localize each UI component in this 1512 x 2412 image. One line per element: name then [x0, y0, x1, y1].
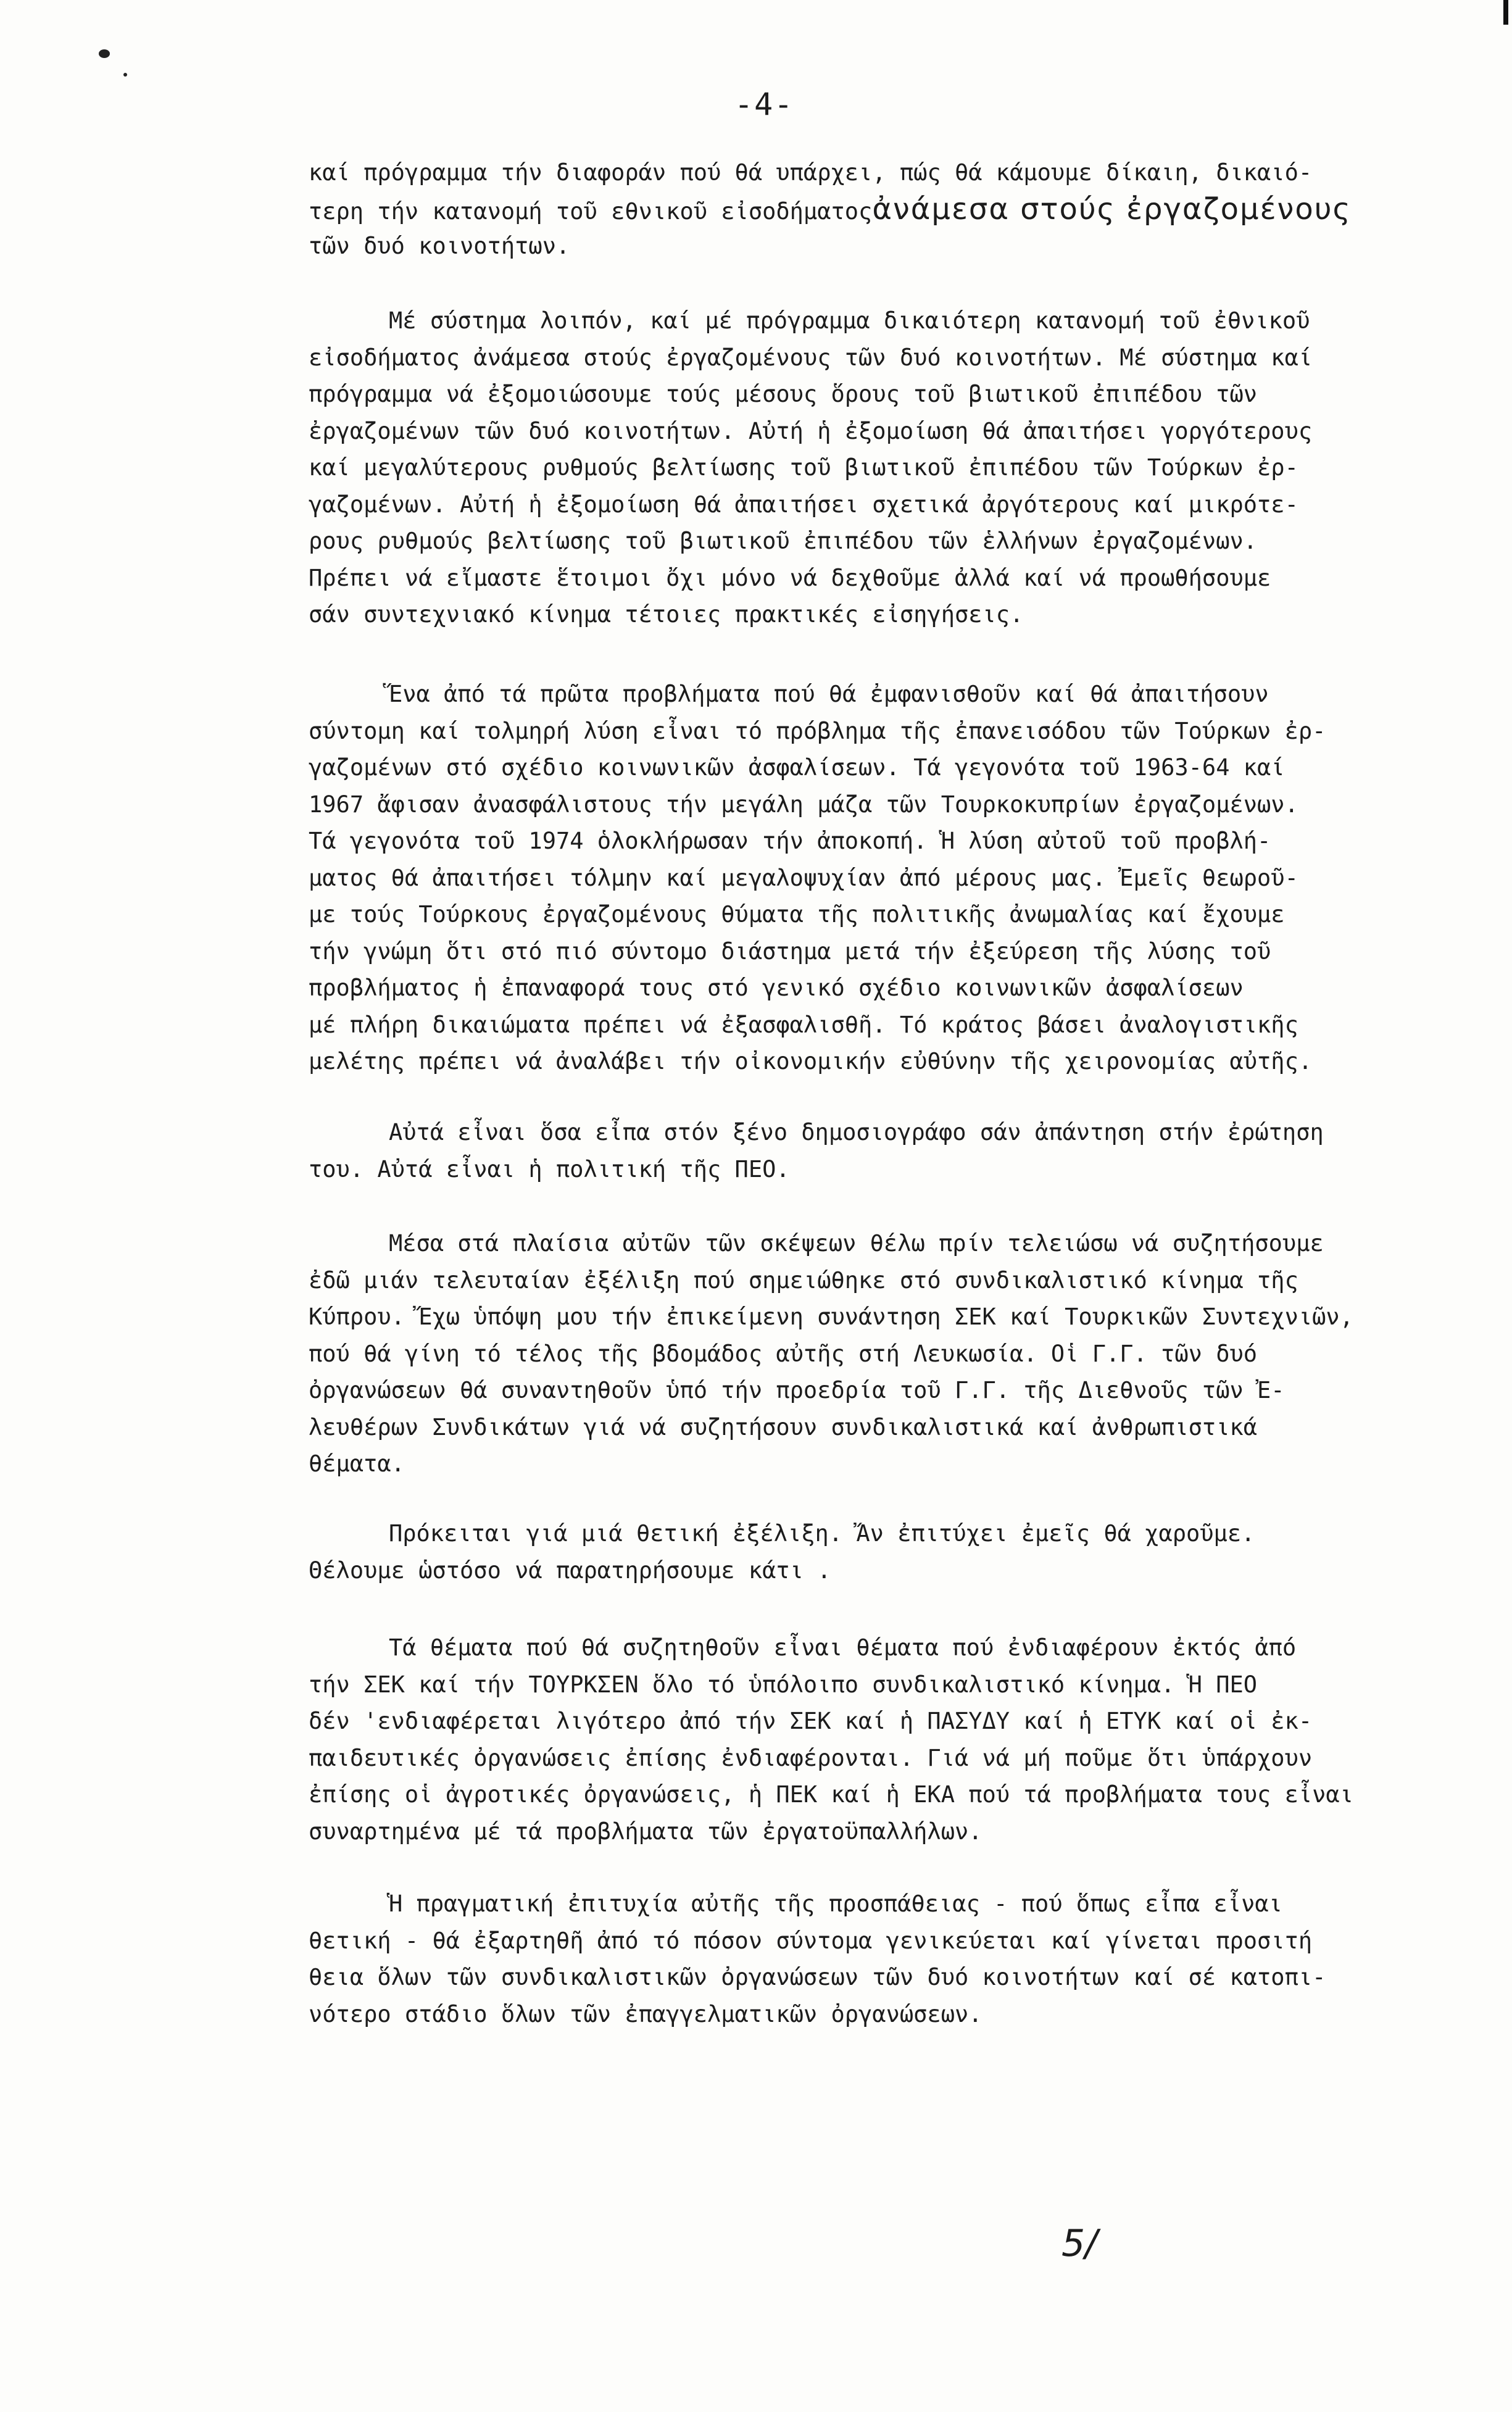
text-line: σύντομη καί τολμηρή λύση εἶναι τό πρόβλημα τῆς ἐπανεισόδου τῶν Τούρκων ἐρ-: [309, 717, 1326, 744]
text-line: θέματα.: [309, 1450, 405, 1477]
text-line: γαζομένων. Αὐτή ἡ ἐξομοίωση θά ἀπαιτήσει σχετικά ἀργότερους καί μικρότε-: [309, 491, 1298, 518]
text-line: καί πρόγραμμα τήν διαφοράν πού θά υπάρχει, πώς θά κάμουμε δίκαιη, δικαιό-: [309, 159, 1313, 186]
handwritten-insert: ἀνάμεσα στούς ἐργαζομένους: [872, 191, 1352, 227]
text-line: [309, 191, 1481, 228]
text-line: γαζομένων στό σχέδιο κοινωνικῶν ἀσφαλίσεων. Τά γεγονότα τοῦ 1963-64 καί: [309, 754, 1285, 781]
ink-speck: [123, 73, 127, 77]
text-line: λευθέρων Συνδικάτων γιά νά συζητήσουν συνδικαλιστικά καί ἀνθρωπιστικά: [309, 1413, 1258, 1441]
text-line: ἐργαζομένων τῶν δυό κοινοτήτων. Αὐτή ἡ ἐξομοίωση θά ἀπαιτήσει γοργότερους: [309, 417, 1313, 444]
text-line: Ἡ πραγματική ἐπιτυχία αὐτῆς τῆς προσπάθειας - πού ὅπως εἶπα εἶναι: [389, 1890, 1282, 1917]
text-line: σάν συντεχνιακό κίνημα τέτοιες πρακτικές εἰσηγήσεις.: [309, 601, 1024, 628]
text-line: Μέσα στά πλαίσια αὐτῶν τῶν σκέψεων θέλω πρίν τελειώσω νά συζητήσουμε: [389, 1230, 1324, 1257]
text-line: με τούς Τούρκους ἐργαζομένους θύματα τῆς πολιτικῆς ἀνωμαλίας καί ἔχουμε: [309, 901, 1285, 928]
text-line: Αὐτά εἶναι ὅσα εἶπα στόν ξένο δημοσιογράφο σάν ἀπάντηση στήν ἐρώτηση: [389, 1119, 1324, 1146]
text-line: ἐπίσης οἱ ἀγροτικές ὀργανώσεις, ἡ ΠΕΚ καί ἡ ΕΚΑ πού τά προβλήματα τους εἶναι: [309, 1781, 1353, 1808]
text-line: Μέ σύστημα λοιπόν, καί μέ πρόγραμμα δικαιότερη κατανομή τοῦ ἐθνικοῦ: [389, 307, 1310, 334]
text-line: πρόγραμμα νά ἐξομοιώσουμε τούς μέσους ὅρους τοῦ βιωτικοῦ ἐπιπέδου τῶν: [309, 381, 1258, 407]
paragraph: [309, 1515, 1481, 1589]
text-line: μέ πλήρη δικαιώματα πρέπει νά ἐξασφαλισθῆ. Τό κράτος βάσει ἀναλογιστικῆς: [309, 1011, 1298, 1038]
text-line: θεια ὅλων τῶν συνδικαλιστικῶν ὀργανώσεων τῶν δυό κοινοτήτων καί σέ κατοπι-: [309, 1964, 1326, 1990]
text-line: τῶν δυό κοινοτήτων.: [309, 233, 570, 259]
paragraph: [309, 154, 1481, 265]
paragraph: [309, 1225, 1481, 1483]
text-line: τήν γνώμη ὅτι στό πιό σύντομο διάστημα μετά τήν ἐξεύρεση τῆς λύσης τοῦ: [309, 938, 1271, 965]
text-line: Τά θέματα πού θά συζητηθοῦν εἶναι θέματα πού ἐνδιαφέρουν ἐκτός ἀπό: [389, 1634, 1297, 1661]
text-line: καί μεγαλύτερους ρυθμούς βελτίωσης τοῦ βιωτικοῦ ἐπιπέδου τῶν Τούρκων ἐρ-: [309, 454, 1298, 481]
text-line: πού θά γίνη τό τέλος τῆς βδομάδος αὐτῆς στή Λευκωσία. Οἱ Γ.Γ. τῶν δυό: [309, 1340, 1258, 1367]
scan-edge-mark: [1503, 0, 1508, 25]
text-line: παιδευτικές ὀργανώσεις ἐπίσης ἐνδιαφέρονται. Γιά νά μή ποῦμε ὅτι ὑπάρχουν: [309, 1744, 1313, 1771]
paragraph: [309, 1114, 1481, 1187]
text-line: νότερο στάδιο ὅλων τῶν ἐπαγγελματικῶν ὀργανώσεων.: [309, 2000, 982, 2027]
text-line: θετική - θά ἐξαρτηθῆ ἀπό τό πόσον σύντομα γενικεύεται καί γίνεται προσιτή: [309, 1927, 1313, 1954]
text-line: Ἕνα ἀπό τά πρῶτα προβλήματα πού θά ἐμφανισθοῦν καί θά ἀπαιτήσουν: [389, 681, 1269, 707]
paragraph: [309, 1629, 1481, 1850]
text-line: 1967 ἄφισαν ἀνασφάλιστους τήν μεγάλη μάζα τῶν Τουρκοκυπρίων ἐργαζομένων.: [309, 791, 1298, 818]
text-line: του. Αὐτά εἶναι ἡ πολιτική τῆς ΠΕΟ.: [309, 1155, 790, 1183]
text-line: συναρτημένα μέ τά προβλήματα τῶν ἐργατοϋπαλλήλων.: [309, 1818, 982, 1845]
ink-speck: [99, 49, 110, 58]
text-line: Πρόκειται γιά μιά θετική ἐξέλιξη. Ἄν ἐπιτύχει ἐμεῖς θά χαροῦμε.: [389, 1520, 1255, 1547]
text-line: εἰσοδήματος ἀνάμεσα στούς ἐργαζομένους τῶν δυό κοινοτήτων. Μέ σύστημα καί: [309, 344, 1313, 371]
text-line: ὀργανώσεων θά συναντηθοῦν ὑπό τήν προεδρία τοῦ Γ.Γ. τῆς Διεθνοῦς τῶν Ἐ-: [309, 1377, 1285, 1404]
continuation-mark: 5/: [1061, 2222, 1098, 2265]
text-line: τήν ΣΕΚ καί τήν ΤΟΥΡΚΣΕΝ ὅλο τό ὑπόλοιπο συνδικαλιστικό κίνημα. Ἡ ΠΕΟ: [309, 1671, 1258, 1698]
paragraph: [309, 1886, 1481, 2032]
text-line: Τά γεγονότα τοῦ 1974 ὁλοκλήρωσαν τήν ἀποκοπή. Ἡ λύση αὐτοῦ τοῦ προβλή-: [309, 828, 1271, 854]
text-line: ἐδῶ μιάν τελευταίαν ἐξέλιξη πού σημειώθηκε στό συνδικαλιστικό κίνημα τῆς: [309, 1266, 1298, 1294]
paragraph: [309, 676, 1481, 1080]
text-line: δέν 'ενδιαφέρεται λιγότερο ἀπό τήν ΣΕΚ καί ἡ ΠΑΣΥΔΥ καί ἡ ΕΤΥΚ καί οἱ ἐκ-: [309, 1708, 1313, 1734]
text-line: προβλήματος ἡ ἐπαναφορά τους στό γενικό σχέδιο κοινωνικῶν ἀσφαλίσεων: [309, 975, 1244, 1001]
text-line-part: τερη τήν κατανομή τοῦ εθνικοῦ εἰσοδήματος: [309, 198, 873, 225]
paragraph: [309, 302, 1481, 633]
text-line: Πρέπει νά εἴμαστε ἕτοιμοι ὄχι μόνο νά δεχθοῦμε ἀλλά καί νά προωθήσουμε: [309, 564, 1271, 591]
text-line: Κύπρου. Ἔχω ὑπόψη μου τήν ἐπικείμενη συνάντηση ΣΕΚ καί Τουρκικῶν Συντεχνιῶν,: [309, 1304, 1353, 1330]
page-number: -4-: [734, 86, 794, 122]
text-line: ματος θά ἀπαιτήσει τόλμην καί μεγαλοψυχίαν ἀπό μέρους μας. Ἐμεῖς θεωροῦ-: [309, 864, 1298, 891]
text-line: μελέτης πρέπει νά ἀναλάβει τήν οἰκονομικήν εὐθύνην τῆς χειρονομίας αὐτῆς.: [309, 1048, 1313, 1075]
text-line: Θέλουμε ὡστόσο νά παρατηρήσουμε κάτι .: [309, 1557, 831, 1584]
text-line: ρους ρυθμούς βελτίωσης τοῦ βιωτικοῦ ἐπιπέδου τῶν ἑλλήνων ἐργαζομένων.: [309, 528, 1258, 554]
